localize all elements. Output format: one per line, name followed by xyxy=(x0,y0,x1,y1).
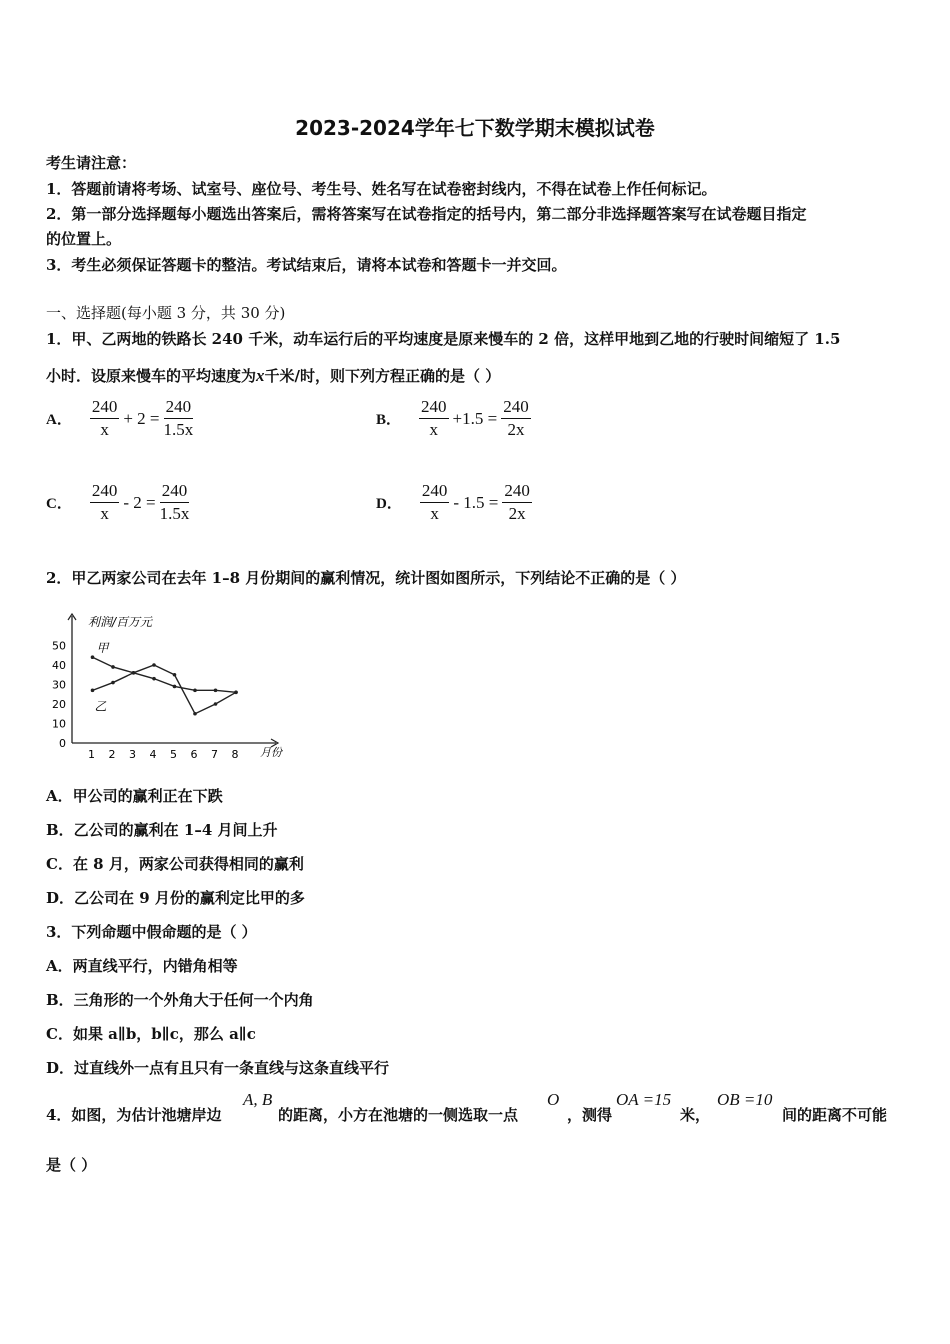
q3-stem: 3．下列命题中假命题的是（ ） xyxy=(46,923,257,941)
x-axis-label: 月份 xyxy=(260,746,282,759)
x-tick-label: 7 xyxy=(211,748,218,760)
q2-option-c[interactable]: C．在 8 月，两家公司获得相同的赢利 xyxy=(46,855,304,873)
x-tick-label: 8 xyxy=(231,748,239,760)
fraction: $\frac{240}{x}$ xyxy=(91,481,118,523)
q4-stem-part: 4．如图，为估计池塘岸边 xyxy=(46,1106,222,1124)
data-point xyxy=(234,691,238,695)
x-tick-label: 1 xyxy=(88,748,95,760)
notice-item: 2．第一部分选择题每小题选出答案后，需将答案写在试卷指定的括号内，第二部分非选择题答案写在试卷题目指定 xyxy=(46,205,807,223)
q3-option-c[interactable]: C．如果 a∥b，b∥c，那么 a∥c xyxy=(46,1025,256,1043)
q3-option-d[interactable]: D．过直线外一点有且只有一条直线与这条直线平行 xyxy=(46,1059,390,1077)
fraction: $\frac{240}{2x}$ xyxy=(503,397,529,439)
option-label: A． xyxy=(46,412,72,428)
notice-item: 3．考生必须保证答题卡的整洁。考试结束后，请将本试卷和答题卡一并交回。 xyxy=(46,256,567,274)
y-tick-label: 20 xyxy=(52,698,66,711)
chart-title: 利润/百万元 xyxy=(88,615,153,629)
operator: - 1.5 = xyxy=(453,492,499,512)
data-point xyxy=(214,702,218,706)
data-point xyxy=(173,685,177,689)
option-label: B． xyxy=(376,412,402,428)
operator: + 2 = xyxy=(123,408,160,428)
q1-stem-line2 xyxy=(46,365,500,386)
q4-stem-part: ，测得 xyxy=(567,1106,613,1124)
operator: - 2 = xyxy=(123,492,156,512)
q3-option-b[interactable]: B．三角形的一个外角大于任何一个内角 xyxy=(46,991,314,1009)
y-tick-label: 0 xyxy=(59,737,66,750)
data-point xyxy=(91,689,95,693)
data-point xyxy=(91,655,95,659)
fraction: $\frac{240}{2x}$ xyxy=(504,481,530,523)
q1-option-a[interactable] xyxy=(46,396,193,441)
y-tick-label: 50 xyxy=(52,639,66,653)
q1-option-d[interactable] xyxy=(376,480,532,525)
notice-item: 的位置上。 xyxy=(46,230,122,248)
q1-option-b[interactable] xyxy=(376,396,531,441)
series-legend-label: 甲 xyxy=(96,641,109,656)
series-legend-label: 乙 xyxy=(94,699,107,714)
operator: +1.5 = xyxy=(452,408,498,428)
y-tick-label: 10 xyxy=(52,717,66,731)
page-title: 2023-2024学年七下数学期末模拟试卷 xyxy=(295,116,655,140)
q1-stem-line1: 1．甲、乙两地的铁路长 240 千米，动车运行后的平均速度是原来慢车的 2 倍，这样甲地到乙地的行驶时间缩短了 1.5 xyxy=(46,330,841,348)
fraction: $\frac{240}{x}$ xyxy=(421,481,448,523)
profit-line-chart xyxy=(44,608,294,760)
q3-option-a[interactable]: A．两直线平行，内错角相等 xyxy=(46,957,238,975)
fraction: $\frac{240}{1.5x}$ xyxy=(163,397,194,439)
data-point xyxy=(214,689,218,693)
section-heading: 一、选择题(每小题 3 分，共 30 分) xyxy=(46,304,286,322)
q2-option-d[interactable]: D．乙公司在 9 月份的赢利定比甲的多 xyxy=(46,889,305,907)
x-tick-label: 4 xyxy=(149,748,157,760)
q4-stem-part: 米， xyxy=(680,1106,711,1124)
q4-math-o: O xyxy=(547,1090,560,1109)
fraction: $\frac{240}{x}$ xyxy=(91,397,118,439)
q2-option-a[interactable]: A．甲公司的赢利正在下跌 xyxy=(46,787,223,805)
notice-item: 1．答题前请将考场、试室号、座位号、考生号、姓名写在试卷密封线内，不得在试卷上作任何标记。 xyxy=(46,180,717,198)
series-line xyxy=(93,657,237,692)
x-tick-label: 5 xyxy=(170,748,177,760)
data-point xyxy=(193,689,197,693)
data-point xyxy=(152,677,156,681)
data-point xyxy=(111,681,115,685)
data-point xyxy=(152,663,156,667)
data-point xyxy=(111,665,115,669)
fraction: $\frac{240}{x}$ xyxy=(421,397,447,439)
option-label: C． xyxy=(46,496,72,512)
data-point xyxy=(173,673,177,677)
q1-stem-text: 小时．设原来慢车的平均速度为 xyxy=(46,367,257,385)
q1-option-c[interactable] xyxy=(46,480,189,525)
notice-heading: 考生请注意： xyxy=(46,154,137,172)
data-point xyxy=(132,671,136,675)
q2-stem: 2．甲乙两家公司在去年 1–8 月份期间的赢利情况，统计图如图所示，下列结论不正确的是（ ） xyxy=(46,569,686,587)
q1-stem-text: 千米/时，则下列方程正确的是（ ） xyxy=(264,367,501,385)
option-label: D． xyxy=(376,496,402,512)
x-tick-label: 3 xyxy=(129,748,136,760)
data-point xyxy=(193,712,197,716)
q4-math-ob: OB =10 xyxy=(717,1090,773,1109)
q4-stem-part: 的距离，小方在池塘的一侧选取一点 xyxy=(278,1106,519,1124)
x-tick-label: 6 xyxy=(190,748,198,760)
q4-stem-part: 间的距离不可能 xyxy=(782,1106,888,1124)
q4-math-ab: A, B xyxy=(243,1090,273,1109)
y-tick-label: 40 xyxy=(52,659,66,672)
q1-variable: x xyxy=(256,366,265,385)
q4-stem-line2: 是（ ） xyxy=(46,1156,97,1174)
x-tick-label: 2 xyxy=(108,748,116,760)
q4-math-oa: OA =15 xyxy=(616,1090,672,1109)
fraction: $\frac{240}{1.5x}$ xyxy=(159,481,190,523)
q2-option-b[interactable]: B．乙公司的赢利在 1–4 月间上升 xyxy=(46,821,278,839)
y-tick-label: 30 xyxy=(52,678,66,692)
